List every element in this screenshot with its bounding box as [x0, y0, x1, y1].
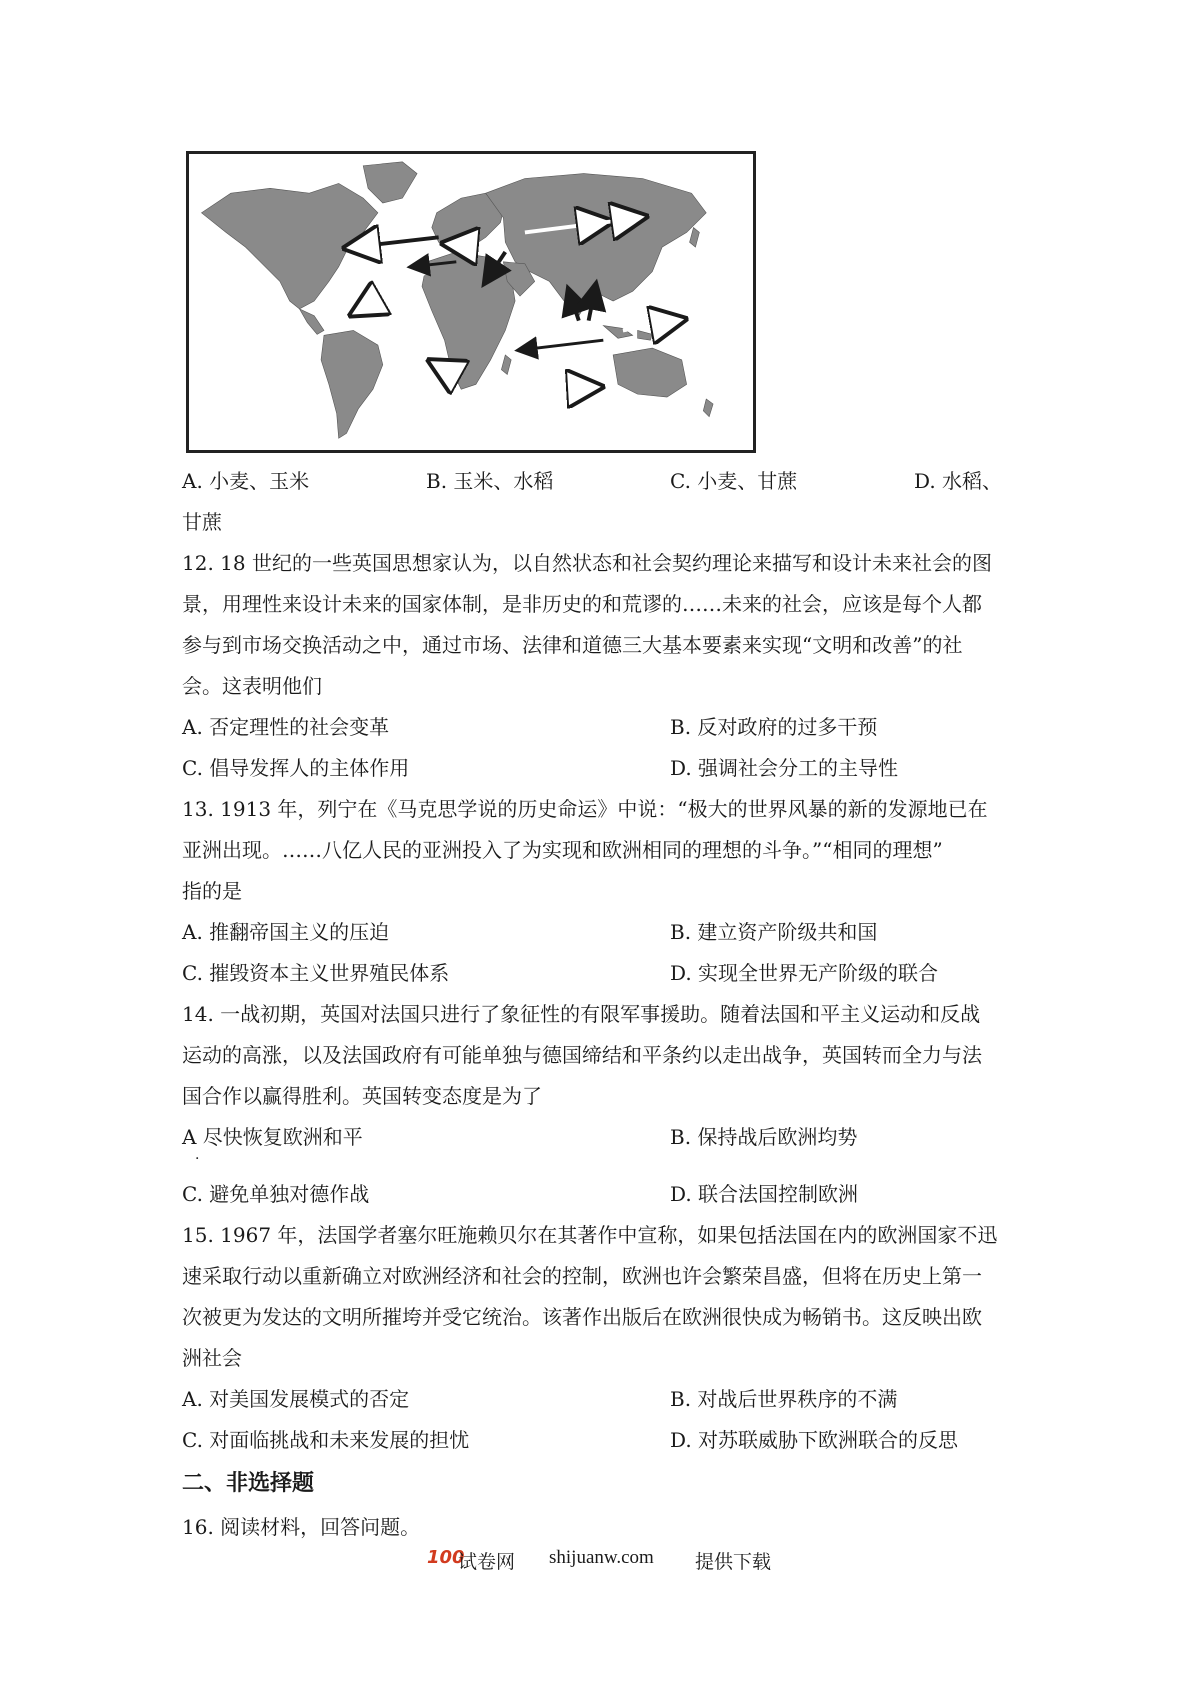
q11-option-d: D. 水稻、 [914, 469, 1003, 493]
q11-option-a: A. 小麦、玉米 [182, 469, 310, 493]
q11-options [182, 461, 1022, 502]
world-map-svg [189, 154, 753, 450]
site-logo: 100 [427, 1547, 465, 1568]
q13-stem [182, 789, 1022, 912]
q14-option-d: D. 联合法国控制欧洲 [670, 1182, 859, 1206]
q12-option-b: B. 反对政府的过多干预 [670, 715, 878, 739]
q15-stem [182, 1215, 1022, 1379]
q14-option-a-dot: · [195, 1151, 200, 1167]
japan-landmass [690, 228, 700, 248]
arrow-europe-to-north-america [353, 237, 438, 247]
q14-line: 国合作以赢得胜利。英国转变态度是为了 [182, 1084, 542, 1108]
q15-option-c: C. 对面临挑战和未来发展的担忧 [182, 1428, 470, 1452]
arrow-africa-to-south-america [358, 272, 427, 311]
q15-line: 洲社会 [182, 1346, 242, 1370]
q13-option-a: A. 推翻帝国主义的压迫 [182, 920, 390, 944]
q13-option-d: D. 实现全世界无产阶级的联合 [670, 961, 939, 985]
q12-stem [182, 543, 1022, 707]
q15-option-d: D. 对苏联威胁下欧洲联合的反思 [670, 1428, 959, 1452]
q15-option-a: A. 对美国发展模式的否定 [182, 1387, 410, 1411]
q14-options-row-1 [182, 1117, 1022, 1158]
q15-line: 次被更为发达的文明所摧垮并受它统治。该著作出版后在欧洲很快成为畅销书。这反映出欧 [182, 1305, 982, 1329]
q15-option-b: B. 对战后世界秩序的不满 [670, 1387, 898, 1411]
q13-options-row-2 [182, 953, 1022, 994]
q14-options-row-2 [182, 1174, 1022, 1215]
q12-option-a: A. 否定理性的社会变革 [182, 715, 390, 739]
central-america-landmass [299, 309, 324, 334]
q12-options-row-2 [182, 748, 1022, 789]
q12-line: 12. 18 世纪的一些英国思想家认为，以自然状态和社会契约理论来描写和设计未来社会的图 [182, 551, 992, 575]
section-title: 二、非选择题 [182, 1471, 315, 1496]
q14-option-a: A 尽快恢复欧洲和平 [182, 1125, 363, 1149]
q11-option-b: B. 玉米、水稻 [426, 469, 554, 493]
download-note: 提供下载 [695, 1551, 772, 1573]
q12-line: 景，用理性来设计未来的国家体制，是非历史的和荒谬的……未来的社会，应该是每个人都 [182, 592, 982, 616]
arrow-south-indian-ocean [559, 387, 593, 389]
q11-option-d-continued: 甘蔗 [182, 510, 222, 534]
q12-line: 参与到市场交换活动之中，通过市场、法律和道德三大基本要素来实现“文明和改善”的社 [182, 633, 963, 657]
arrow-australia-to-africa [520, 340, 603, 350]
new-zealand-landmass [703, 399, 713, 417]
world-map-figure [186, 151, 756, 453]
q14-line: 14. 一战初期，英国对法国只进行了象征性的有限军事援助。随着法国和平主义运动和反战 [182, 1002, 981, 1026]
q14-option-c: C. 避免单独对德作战 [182, 1182, 370, 1206]
africa-landmass [422, 252, 515, 389]
site-url[interactable]: shijuanw.com [549, 1547, 654, 1568]
q15-line: 15. 1967 年，法国学者塞尔旺施赖贝尔在其著作中宣称，如果包括法国在内的欧洲国家不迅 [182, 1223, 998, 1247]
q13-option-c: C. 摧毁资本主义世界殖民体系 [182, 961, 450, 985]
q12-line: 会。这表明他们 [182, 674, 322, 698]
q14-stem [182, 994, 1022, 1117]
south-america-landmass [321, 330, 383, 438]
q13-option-b: B. 建立资产阶级共和国 [670, 920, 878, 944]
q13-line: 13. 1913 年，列宁在《马克思学说的历史命运》中说：“极大的世界风暴的新的发源地已在 [182, 797, 988, 821]
q12-options-row-1 [182, 707, 1022, 748]
australia-landmass [613, 348, 687, 397]
q11-option-c: C. 小麦、甘蔗 [670, 469, 798, 493]
q13-line: 指的是 [182, 879, 242, 903]
page-footer [0, 1547, 1191, 1577]
q13-options-row-1 [182, 912, 1022, 953]
north-america-landmass [201, 183, 377, 308]
q14-line: 运动的高涨，以及法国政府有可能单独与德国缔结和平条约以走出战争，英国转而全力与法 [182, 1043, 982, 1067]
greenland-landmass [363, 162, 417, 203]
arrow-new-guinea-east [623, 321, 677, 331]
q16-stem: 16. 阅读材料，回答问题。 [182, 1515, 421, 1539]
q13-line: 亚洲出现。……八亿人民的亚洲投入了为实现和欧洲相同的理想的斗争。”“相同的理想” [182, 838, 943, 862]
q12-option-c: C. 倡导发挥人的主体作用 [182, 756, 410, 780]
q15-options-row-1 [182, 1379, 1022, 1420]
site-logo-text: 试卷网 [458, 1551, 516, 1573]
q12-option-d: D. 强调社会分工的主导性 [670, 756, 899, 780]
q15-line: 速采取行动以重新确立对欧洲经济和社会的控制，欧洲也许会繁荣昌盛，但将在历史上第一 [182, 1264, 982, 1288]
madagascar-landmass [501, 355, 511, 375]
q14-option-b: B. 保持战后欧洲均势 [670, 1125, 858, 1149]
q15-options-row-2 [182, 1420, 1022, 1461]
